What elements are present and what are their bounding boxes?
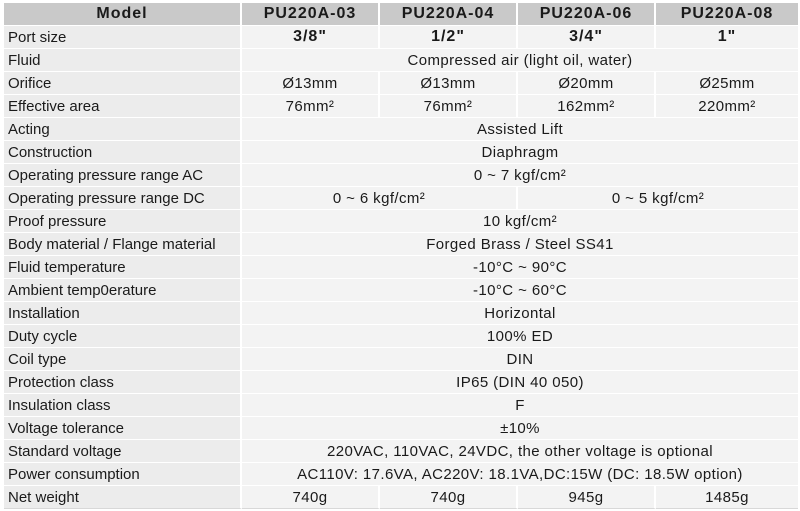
table-cell: Ø20mm xyxy=(518,71,656,94)
table-cell: 0 ~ 5 kgf/cm² xyxy=(518,186,798,209)
table-row-insulation-class xyxy=(4,393,798,416)
model-column-header: PU220A-08 xyxy=(656,3,798,25)
row-label: Fluid temperature xyxy=(4,255,242,278)
table-cell: 0 ~ 7 kgf/cm² xyxy=(242,163,798,186)
table-row-installation xyxy=(4,301,798,324)
table-cell: 76mm² xyxy=(380,94,518,117)
table-cell: Ø13mm xyxy=(380,71,518,94)
row-label: Orifice xyxy=(4,71,242,94)
table-row-protection-class xyxy=(4,370,798,393)
row-label: Proof pressure xyxy=(4,209,242,232)
row-label: Installation xyxy=(4,301,242,324)
table-row-body-material xyxy=(4,232,798,255)
table-cell: 3/8" xyxy=(242,25,380,48)
table-cell: Horizontal xyxy=(242,301,798,324)
table-cell: 220mm² xyxy=(656,94,798,117)
table-cell: F xyxy=(242,393,798,416)
table-cell: AC110V: 17.6VA, AC220V: 18.1VA,DC:15W (DC: 18.5W option) xyxy=(242,462,798,485)
table-row-construction xyxy=(4,140,798,163)
table-row-voltage-tolerance xyxy=(4,416,798,439)
table-cell: Compressed air (light oil, water) xyxy=(242,48,798,71)
table-cell: 0 ~ 6 kgf/cm² xyxy=(242,186,518,209)
spec-table xyxy=(4,3,798,509)
row-label: Operating pressure range DC xyxy=(4,186,242,209)
table-cell: -10°C ~ 90°C xyxy=(242,255,798,278)
row-label: Protection class xyxy=(4,370,242,393)
table-row-orifice xyxy=(4,71,798,94)
row-label: Insulation class xyxy=(4,393,242,416)
table-cell: Ø13mm xyxy=(242,71,380,94)
table-cell: Diaphragm xyxy=(242,140,798,163)
row-label: Net weight xyxy=(4,485,242,509)
table-cell: Forged Brass / Steel SS41 xyxy=(242,232,798,255)
table-row-acting xyxy=(4,117,798,140)
table-row-standard-voltage xyxy=(4,439,798,462)
row-label: Construction xyxy=(4,140,242,163)
table-cell: 162mm² xyxy=(518,94,656,117)
row-label: Duty cycle xyxy=(4,324,242,347)
row-label: Acting xyxy=(4,117,242,140)
table-cell: Ø25mm xyxy=(656,71,798,94)
model-column-header: PU220A-04 xyxy=(380,3,518,25)
table-cell: 1/2" xyxy=(380,25,518,48)
row-label: Ambient temp0erature xyxy=(4,278,242,301)
table-cell: 1485g xyxy=(656,485,798,509)
table-cell: 3/4" xyxy=(518,25,656,48)
table-cell: 76mm² xyxy=(242,94,380,117)
model-column-header: PU220A-03 xyxy=(242,3,380,25)
row-label: Port size xyxy=(4,25,242,48)
table-cell: 740g xyxy=(242,485,380,509)
table-cell: 1" xyxy=(656,25,798,48)
row-label: Operating pressure range AC xyxy=(4,163,242,186)
table-row-port-size xyxy=(4,25,798,48)
table-cell: 10 kgf/cm² xyxy=(242,209,798,232)
table-cell: 740g xyxy=(380,485,518,509)
row-label: Power consumption xyxy=(4,462,242,485)
table-cell: 945g xyxy=(518,485,656,509)
table-row-op-pressure-dc xyxy=(4,186,798,209)
table-cell: 220VAC, 110VAC, 24VDC, the other voltage is optional xyxy=(242,439,798,462)
table-row-duty-cycle xyxy=(4,324,798,347)
row-label: Fluid xyxy=(4,48,242,71)
model-column-header: PU220A-06 xyxy=(518,3,656,25)
table-cell: -10°C ~ 60°C xyxy=(242,278,798,301)
table-row-coil-type xyxy=(4,347,798,370)
header-row xyxy=(4,3,798,25)
table-row-op-pressure-ac xyxy=(4,163,798,186)
table-row-net-weight xyxy=(4,485,798,509)
model-header: Model xyxy=(4,3,242,25)
table-row-power-consumption xyxy=(4,462,798,485)
row-label: Body material / Flange material xyxy=(4,232,242,255)
row-label: Voltage tolerance xyxy=(4,416,242,439)
table-cell: DIN xyxy=(242,347,798,370)
table-row-fluid xyxy=(4,48,798,71)
table-row-effective-area xyxy=(4,94,798,117)
table-cell: IP65 (DIN 40 050) xyxy=(242,370,798,393)
table-cell: Assisted Lift xyxy=(242,117,798,140)
row-label: Coil type xyxy=(4,347,242,370)
table-cell: ±10% xyxy=(242,416,798,439)
row-label: Standard voltage xyxy=(4,439,242,462)
table-row-proof-pressure xyxy=(4,209,798,232)
table-row-ambient-temperature xyxy=(4,278,798,301)
table-row-fluid-temperature xyxy=(4,255,798,278)
row-label: Effective area xyxy=(4,94,242,117)
table-cell: 100% ED xyxy=(242,324,798,347)
